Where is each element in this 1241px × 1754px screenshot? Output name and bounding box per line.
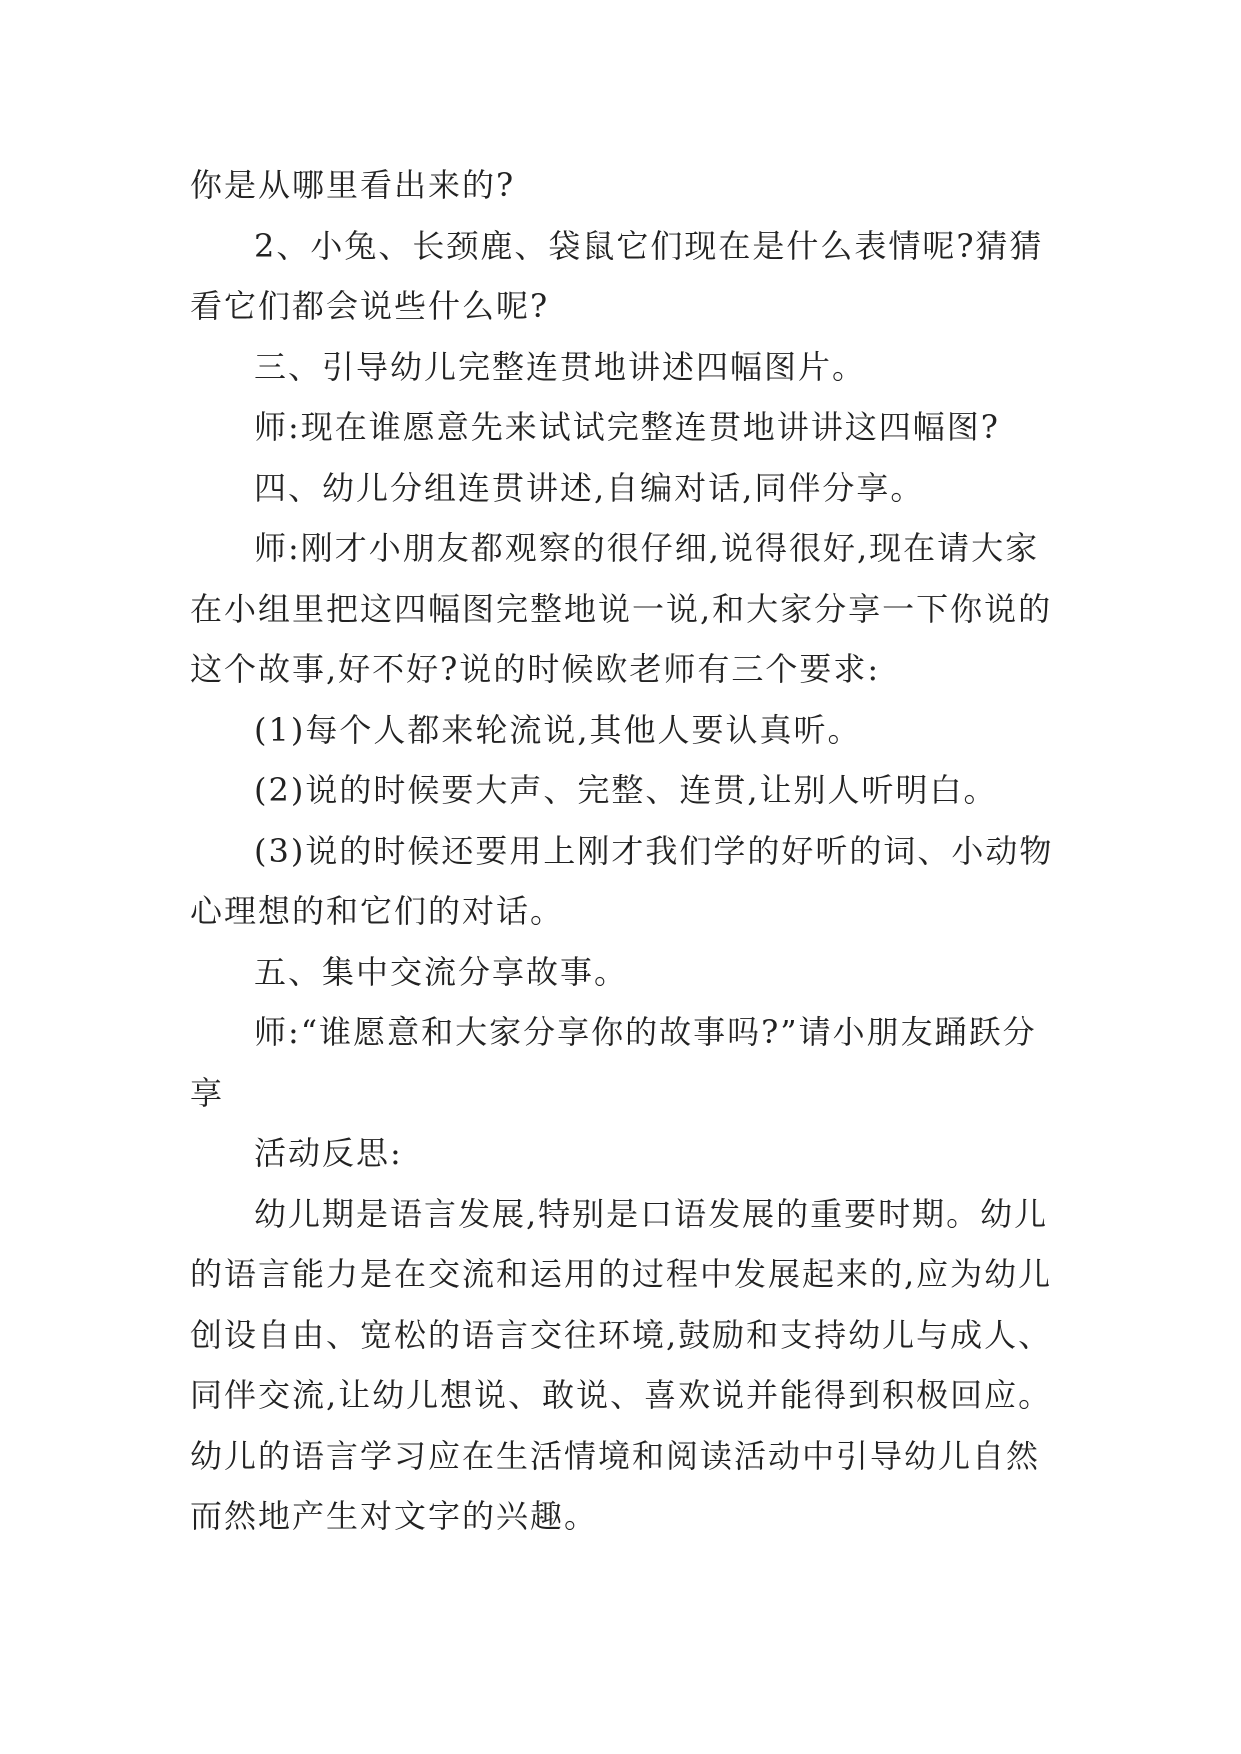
requirement-item-3: (3)说的时候还要用上刚才我们学的好听的词、小动物心理想的和它们的对话。 [190,831,1054,930]
section-heading-5: 五、集中交流分享故事。 [254,952,629,991]
document-body [190,155,1060,1547]
paragraph-teacher-prompt: 师:现在谁愿意先来试试完整连贯地讲讲这四幅图? [254,408,1000,446]
section-heading-3: 三、引导幼儿完整连贯地讲述四幅图片。 [254,347,867,386]
requirement-item-2: (2)说的时候要大声、完整、连贯,让别人听明白。 [254,771,998,809]
paragraph-continuation: 你是从哪里看出来的? [190,166,516,204]
requirement-item-1: (1)每个人都来轮流说,其他人要认真听。 [254,710,862,749]
section-heading-4: 四、幼儿分组连贯讲述,自编对话,同伴分享。 [254,468,925,507]
paragraph-teacher-instructions: 师:刚才小朋友都观察的很仔细,说得很好,现在请大家在小组里把这四幅图完整地说一说,和大家分享一下你说的这个故事,好不好?说的时候欧老师有三个要求: [190,529,1053,688]
reflection-heading: 活动反思: [254,1134,403,1172]
reflection-body: 幼儿期是语言发展,特别是口语发展的重要时期。幼儿的语言能力是在交流和运用的过程中发展起来的,应为幼儿创设自由、宽松的语言交往环境,鼓励和支持幼儿与成人、同伴交流,让幼儿想说、敢说、喜欢说并能得到积极回应。幼儿的语言学习应在生活情境和阅读活动中引导幼儿自然而然地产生对文字的兴趣。 [190,1194,1053,1535]
paragraph-teacher-share: 师:“谁愿意和大家分享你的故事吗?”请小朋友踊跃分享 [190,1013,1037,1112]
paragraph-question-2: 2、小兔、长颈鹿、袋鼠它们现在是什么表情呢?猜猜看它们都会说些什么呢? [190,226,1044,325]
